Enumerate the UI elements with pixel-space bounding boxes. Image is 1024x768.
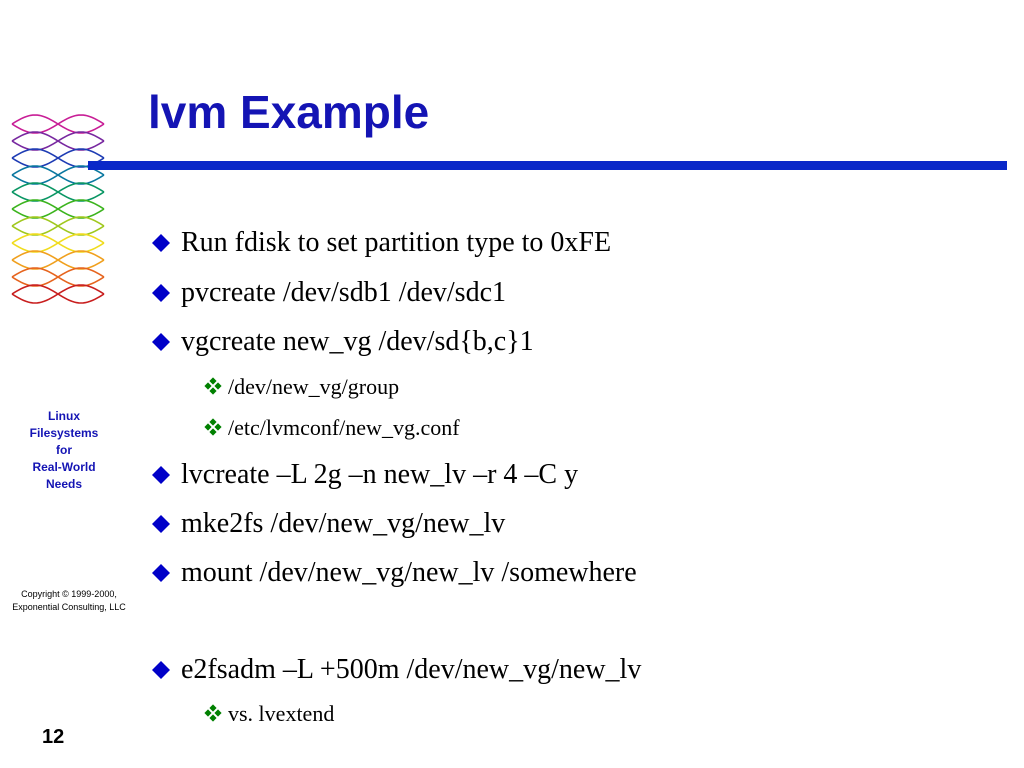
logo-wave xyxy=(12,217,104,235)
diamond-bullet-icon xyxy=(152,333,170,351)
title-underline xyxy=(88,161,1007,170)
diamond-bullet-icon xyxy=(152,661,170,679)
logo-wave xyxy=(12,200,104,218)
diamond-bullet-icon xyxy=(152,234,170,252)
bullet-text: /dev/new_vg/group xyxy=(228,374,400,399)
logo-wave xyxy=(12,115,104,133)
sidebar-line: Filesystems xyxy=(29,426,99,440)
sidebar-caption xyxy=(8,408,120,493)
sidebar-line: Linux xyxy=(48,409,80,423)
slide-title: lvm Example xyxy=(148,86,430,138)
logo-wave xyxy=(12,234,104,252)
diamond-bullet-icon xyxy=(152,515,170,533)
sidebar-line: Needs xyxy=(45,477,83,491)
logo-wave xyxy=(12,132,104,150)
bullet-text: mke2fs /dev/new_vg/new_lv xyxy=(181,508,506,539)
bullet-text: /etc/lvmconf/new_vg.conf xyxy=(228,415,460,440)
bullet-text: e2fsadm –L +500m /dev/new_vg/new_lv xyxy=(181,654,642,685)
diamond-bullet-icon xyxy=(152,466,170,484)
bullet-item xyxy=(152,326,534,358)
bullet-item xyxy=(152,508,505,540)
diamond-bullet-icon xyxy=(152,564,170,582)
logo-wave xyxy=(12,268,104,286)
bullet-text: mount /dev/new_vg/new_lv /somewhere xyxy=(181,557,637,588)
sidebar-line: Real-World xyxy=(32,460,96,474)
bullet-text: Run fdisk to set partition type to 0xFE xyxy=(181,227,612,258)
bullet-text: vs. lvextend xyxy=(228,701,335,726)
quad-diamond-bullet-icon xyxy=(204,377,222,395)
sub-bullet-item xyxy=(204,374,399,400)
diamond-bullet-icon xyxy=(152,284,170,302)
copyright-notice xyxy=(0,588,138,614)
sub-bullet-item xyxy=(204,701,334,727)
logo-wave xyxy=(12,285,104,303)
bullet-item xyxy=(152,227,611,259)
bullet-text: vgcreate new_vg /dev/sd{b,c}1 xyxy=(181,326,534,357)
bullet-item xyxy=(152,654,641,686)
wave-stripes-logo xyxy=(8,112,108,322)
copyright-line: Copyright © 1999-2000, xyxy=(21,589,117,599)
bullet-text: lvcreate –L 2g –n new_lv –r 4 –C y xyxy=(181,459,579,490)
bullet-item xyxy=(152,557,637,589)
page-number: 12 xyxy=(42,726,65,748)
logo-wave xyxy=(12,251,104,269)
copyright-line: Exponential Consulting, LLC xyxy=(12,602,126,612)
logo-wave xyxy=(12,183,104,201)
quad-diamond-bullet-icon xyxy=(204,704,222,722)
bullet-item xyxy=(152,277,506,309)
bullet-item xyxy=(152,459,578,491)
sub-bullet-item xyxy=(204,415,460,441)
bullet-text: pvcreate /dev/sdb1 /dev/sdc1 xyxy=(181,277,507,308)
sidebar-line: for xyxy=(56,443,72,457)
quad-diamond-bullet-icon xyxy=(204,418,222,436)
